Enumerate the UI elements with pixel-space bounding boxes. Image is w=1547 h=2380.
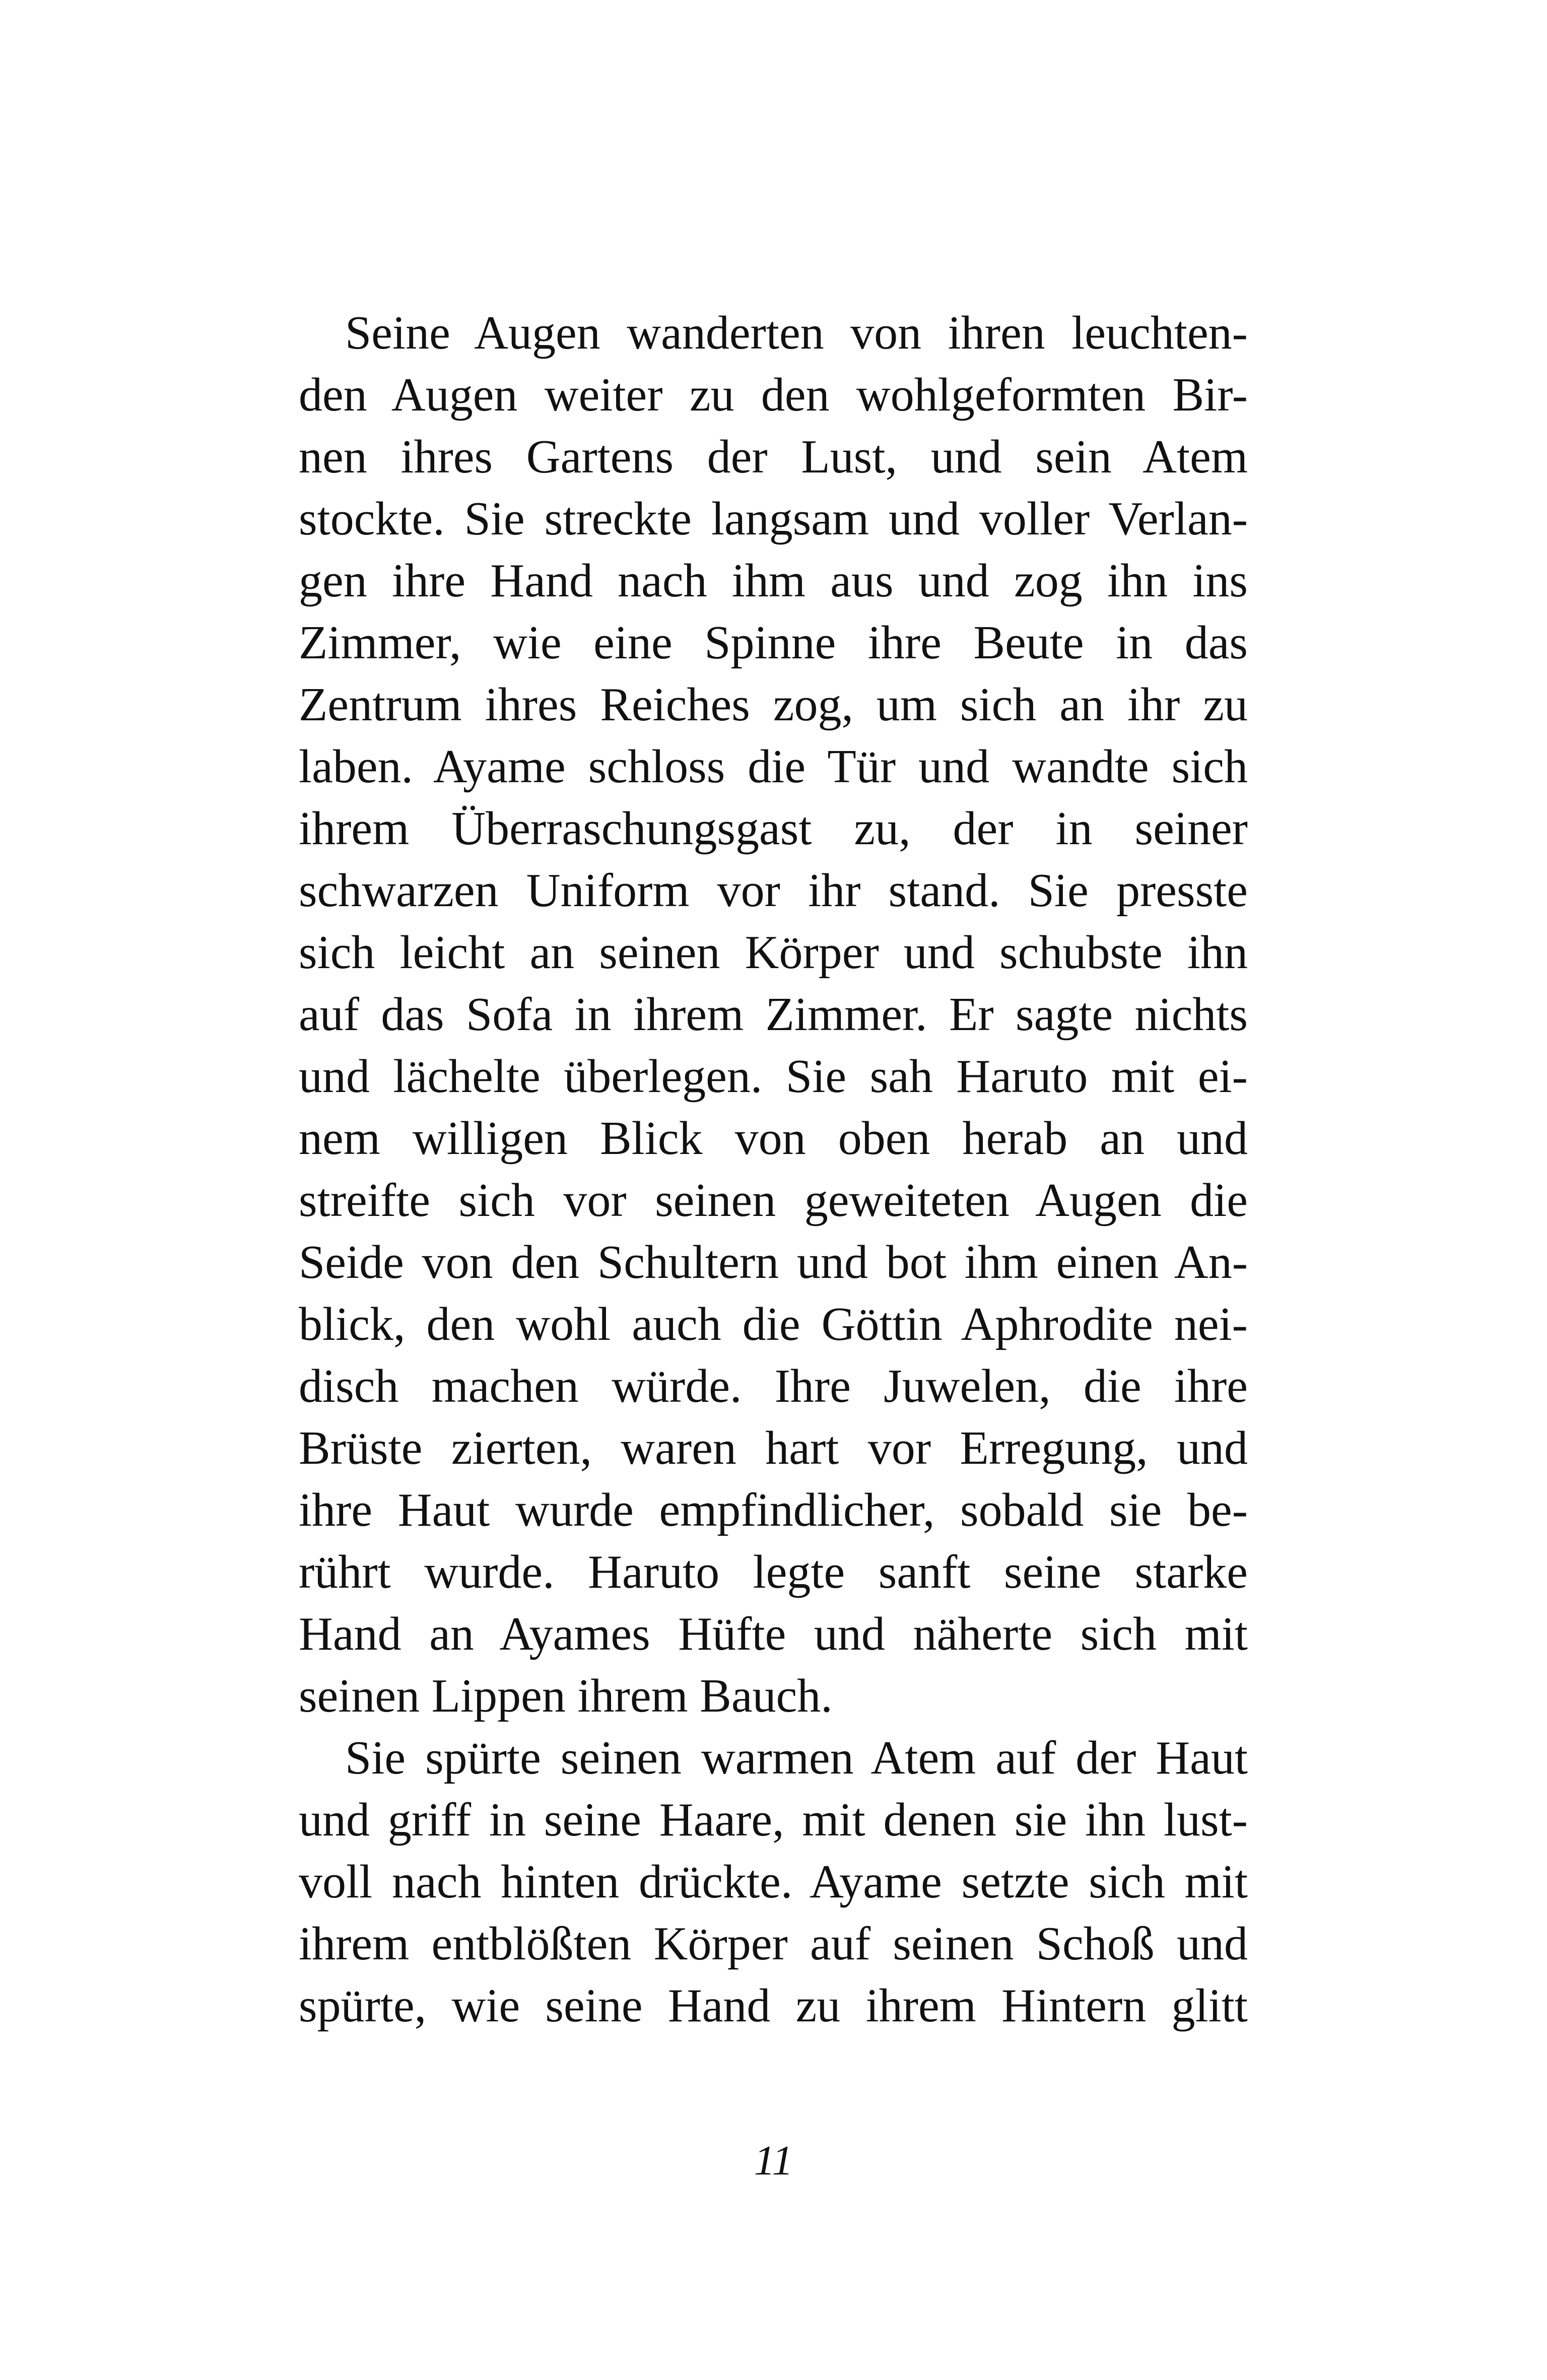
text-line: und lächelte überlegen. Sie sah Haruto mit ei-	[299, 1050, 1248, 1103]
text-line: stockte. Sie streckte langsam und voller Verlan-	[299, 493, 1248, 545]
text-line: seinen Lippen ihrem Bauch.	[299, 1670, 833, 1722]
text-line: ihre Haut wurde empfindlicher, sobald sie be-	[299, 1484, 1248, 1536]
paragraph-1	[299, 302, 1248, 1727]
text-line: ihrem entblößten Körper auf seinen Schoß und	[299, 1918, 1248, 1970]
text-line: ihrem Überraschungsgast zu, der in seiner	[299, 802, 1248, 855]
text-line: Zentrum ihres Reiches zog, um sich an ihr zu	[299, 678, 1248, 731]
text-line: sich leicht an seinen Körper und schubste ihn	[299, 926, 1248, 979]
text-line: gen ihre Hand nach ihm aus und zog ihn ins	[299, 555, 1248, 607]
text-line: streifte sich vor seinen geweiteten Augen die	[299, 1174, 1248, 1227]
text-line: nem willigen Blick von oben herab an und	[299, 1112, 1248, 1165]
text-line: Sie spürte seinen warmen Atem auf der Haut	[345, 1732, 1248, 1784]
text-line: blick, den wohl auch die Göttin Aphrodite nei-	[299, 1298, 1248, 1350]
text-line: Hand an Ayames Hüfte und näherte sich mit	[299, 1608, 1248, 1660]
text-line: spürte, wie seine Hand zu ihrem Hintern glitt	[299, 1980, 1248, 2032]
body-text	[299, 302, 1248, 2037]
text-line: auf das Sofa in ihrem Zimmer. Er sagte nichts	[299, 988, 1248, 1041]
text-line: nen ihres Gartens der Lust, und sein Atem	[299, 431, 1248, 483]
text-line: voll nach hinten drückte. Ayame setzte sich mit	[299, 1856, 1248, 1908]
text-line: schwarzen Uniform vor ihr stand. Sie presste	[299, 864, 1248, 917]
text-line: den Augen weiter zu den wohlgeformten Bir-	[299, 369, 1248, 421]
text-line: laben. Ayame schloss die Tür und wandte sich	[299, 740, 1248, 793]
text-line: rührt wurde. Haruto legte sanft seine starke	[299, 1546, 1248, 1598]
text-line: Zimmer, wie eine Spinne ihre Beute in das	[299, 617, 1248, 669]
text-line: disch machen würde. Ihre Juwelen, die ihre	[299, 1360, 1248, 1412]
text-line: und griff in seine Haare, mit denen sie ihn lust-	[299, 1794, 1248, 1846]
text-line: Seide von den Schultern und bot ihm einen An-	[299, 1236, 1248, 1288]
text-line: Brüste zierten, waren hart vor Erregung, und	[299, 1422, 1248, 1474]
text-line: Seine Augen wanderten von ihren leuchten-	[345, 307, 1248, 359]
page-number: 11	[754, 2137, 793, 2184]
paragraph-2	[299, 1727, 1248, 2037]
